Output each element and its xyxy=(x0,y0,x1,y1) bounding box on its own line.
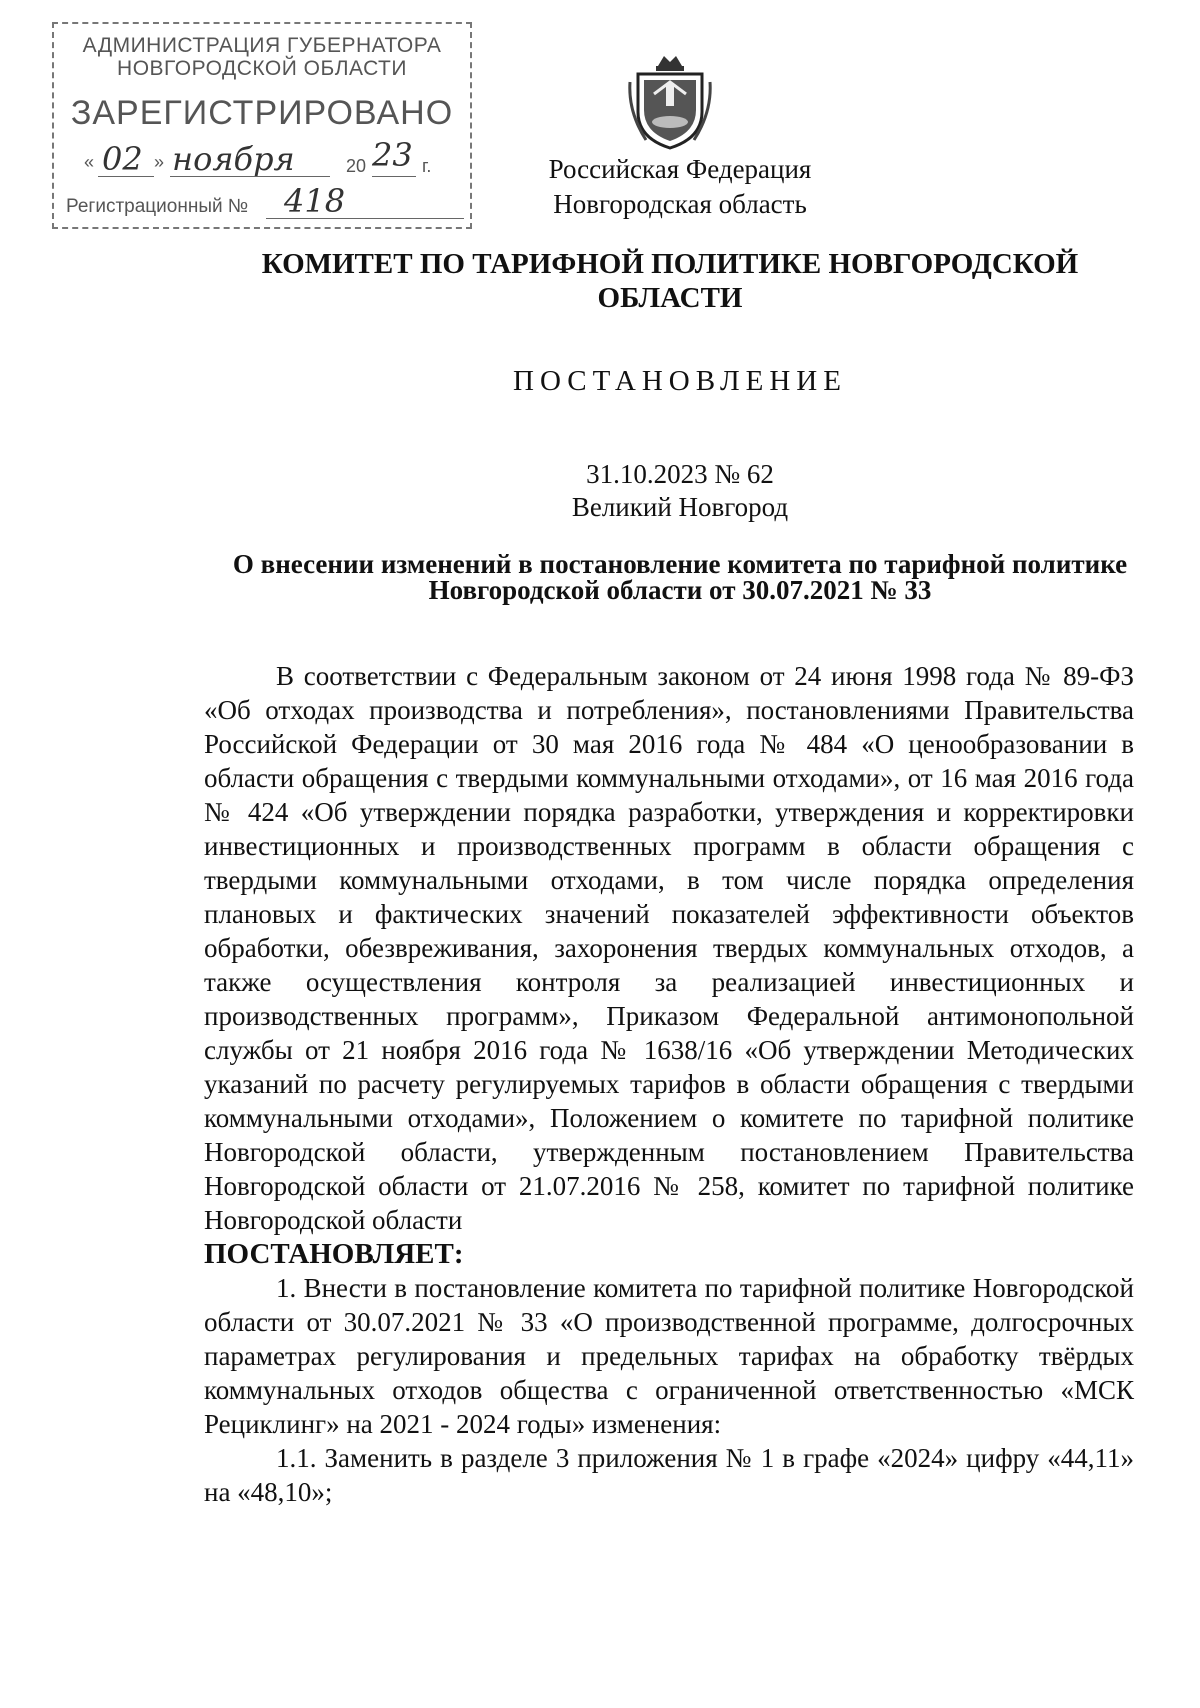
document-body xyxy=(204,659,1134,1509)
stamp-quote-open: « xyxy=(84,152,95,172)
stamp-day: 02 xyxy=(102,140,143,178)
country-name: Российская Федерация xyxy=(548,154,812,184)
preamble-paragraph: В соответствии с Федеральным законом от 24 июня 1998 года № 89-ФЗ «Об отходах производства и потребления», постановлениями Правительства Российской Федерации от 30 мая 2016 года № 484 «О ценообразовании в области обращения с твердыми коммунальными отходами», от 16 мая 2016 года № 424 «Об утверждении порядка разработки, утверждения и корректировки инвестиционных и производственных программ в области обращения с твердыми коммунальными отходами, в том числе порядка определения плановых и фактических значений показателей эффективности объектов обработки, обезвреживания, захоронения твердых коммунальных отходов, а также осуществления контроля за реализацией инвестиционных и производственных программ», Приказом Федеральной антимонопольной службы от 21 ноября 2016 года № 1638/16 «Об утверждении Методических указаний по расчету регулируемых тарифов в области обращения с твердыми коммунальными отходами», Положением о комитете по тарифной политике Новгородской области, утвержденным постановлением Правительства Новгородской области от 21.07.2016 № 258, комитет по тарифной политике Новгородской области xyxy=(204,661,1134,1235)
stamp-registered: ЗАРЕГИСТРИРОВАНО xyxy=(70,94,454,132)
stamp-date xyxy=(84,136,460,182)
item-1-paragraph: 1. Внести в постановление комитета по тарифной политике Новгородской области от 30.07.2021 № 33 «О производственной программе, долгосрочных параметрах регулирования и предельных тарифах на обработку твёрдых коммунальных отходов общества с ограниченной ответственностью «МСК Рециклинг» на 2021 - 2024 годы» изменения: xyxy=(204,1273,1134,1439)
stamp-year-mark: г. xyxy=(422,156,432,176)
stamp-underline xyxy=(170,176,330,177)
region-name: Новгородская область xyxy=(553,189,807,219)
item-1-1-paragraph: 1.1. Заменить в разделе 3 приложения № 1 в графе «2024» цифру «44,11» на «48,10»; xyxy=(204,1443,1134,1507)
stamp-underline xyxy=(372,176,416,177)
document-type: ПОСТАНОВЛЕНИЕ xyxy=(513,365,847,397)
stamp-reg-number-value: 418 xyxy=(284,182,346,220)
stamp-reg-number-label: Регистрационный № xyxy=(66,196,249,217)
coat-of-arms-icon xyxy=(628,52,712,152)
stamp-underline xyxy=(98,176,154,177)
stamp-line-1: АДМИНИСТРАЦИЯ ГУБЕРНАТОРА xyxy=(82,34,442,57)
document-city: Великий Новгород xyxy=(571,492,789,522)
stamp-year-suffix: 23 xyxy=(372,136,413,174)
decree-heading: ПОСТАНОВЛЯЕТ: xyxy=(204,1238,464,1270)
stamp-line-2: НОВГОРОДСКОЙ ОБЛАСТИ xyxy=(117,57,407,80)
committee-title: КОМИТЕТ ПО ТАРИФНОЙ ПОЛИТИКЕ НОВГОРОДСКОЙ ОБЛАСТИ xyxy=(261,248,1079,314)
registration-stamp xyxy=(52,22,472,229)
stamp-quote-close: » xyxy=(154,152,165,172)
document-subject: О внесении изменений в постановление комитета по тарифной политике Новгородской области от 30.07.2021 № 33 xyxy=(232,549,1128,605)
stamp-month: ноября xyxy=(172,140,295,178)
stamp-year-prefix: 20 xyxy=(346,156,367,176)
stamp-reg-number xyxy=(66,182,460,224)
document-date-number: 31.10.2023 № 62 xyxy=(586,459,774,489)
